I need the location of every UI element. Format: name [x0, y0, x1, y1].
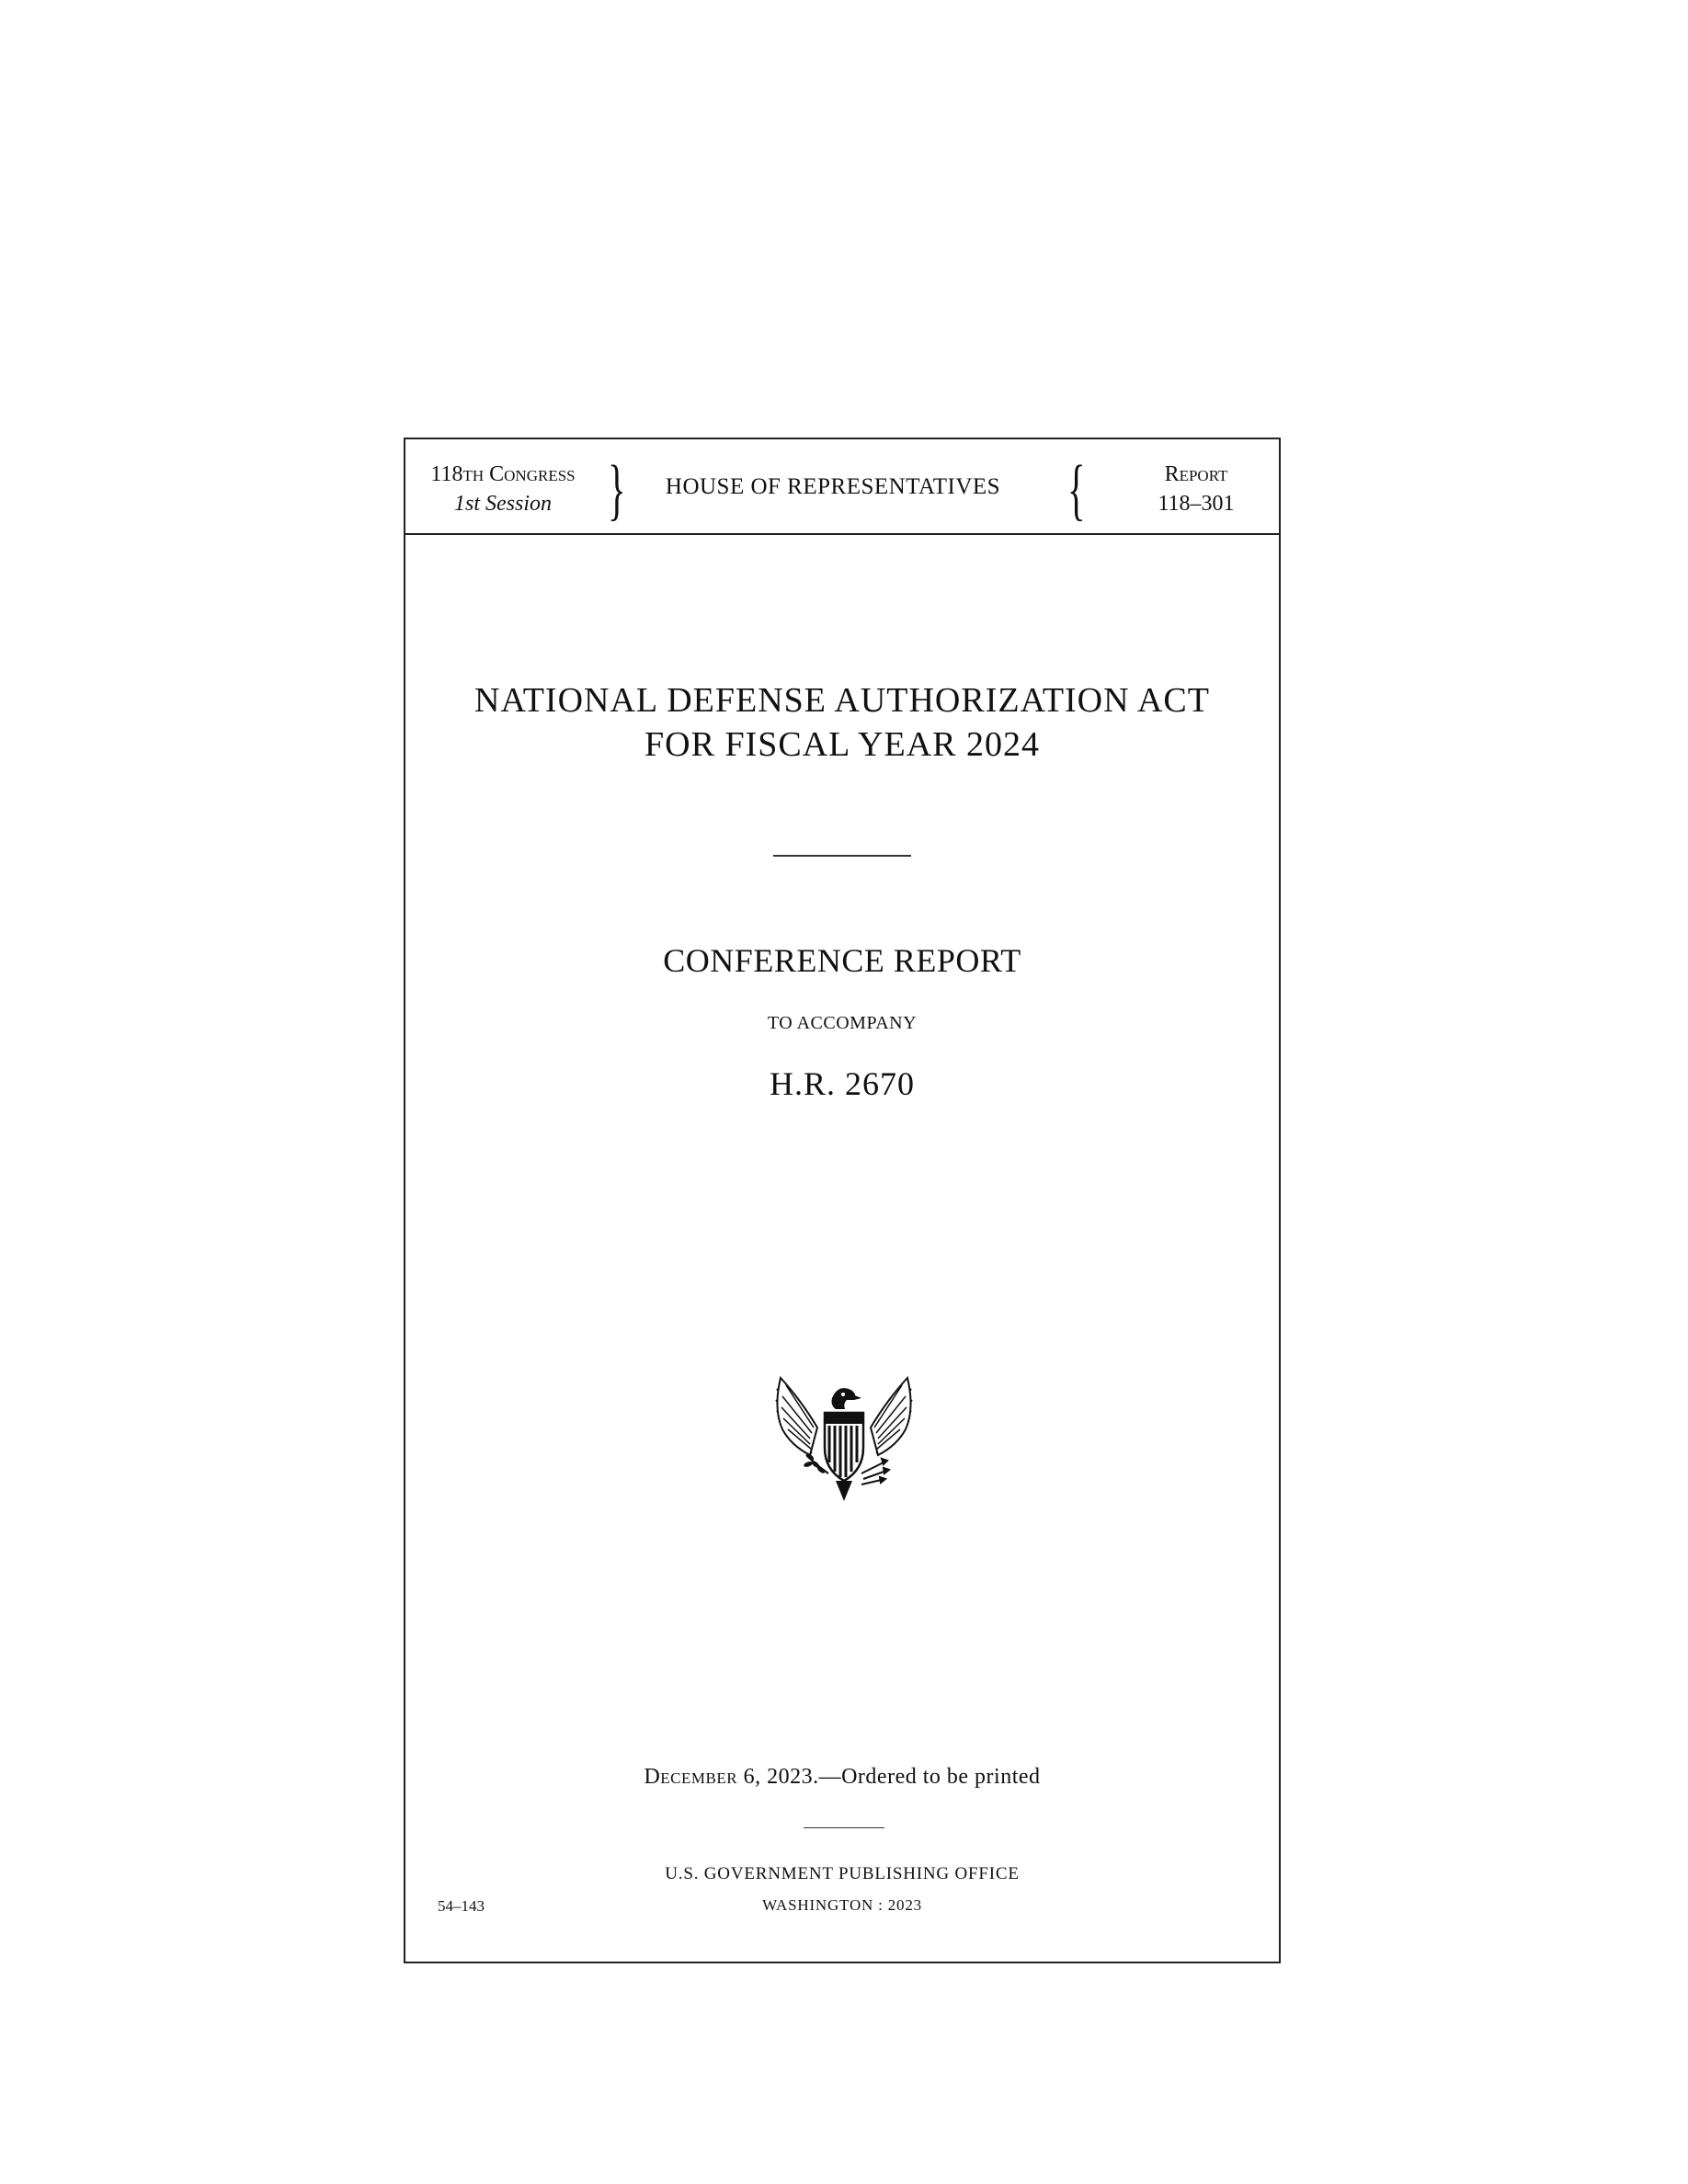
- title-line-2: FOR FISCAL YEAR 2024: [644, 725, 1040, 764]
- cover-header: [405, 439, 1279, 535]
- document-title: [405, 678, 1279, 767]
- right-brace-icon: }: [607, 452, 626, 528]
- session-label: 1st Session: [453, 492, 552, 516]
- congress-session-block: [415, 460, 591, 518]
- divider-rule: [773, 855, 911, 857]
- congress-label: 118th Congress: [430, 462, 576, 486]
- eagle-seal-icon: [773, 1372, 915, 1512]
- ordered-to-print-line: [405, 1765, 1279, 1790]
- ordered-date-rest: 6, 2023.—Ordered to be printed: [743, 1765, 1041, 1789]
- jacket-number: 54–143: [438, 1897, 485, 1915]
- report-type: CONFERENCE REPORT: [663, 942, 1021, 979]
- to-accompany-label: TO ACCOMPANY: [767, 1013, 918, 1033]
- report-number: 118–301: [1158, 492, 1235, 516]
- bill-number: H.R. 2670: [769, 1065, 915, 1102]
- report-cover-frame: [404, 438, 1281, 1963]
- left-brace-icon: {: [1066, 452, 1086, 528]
- report-label: Report: [1164, 462, 1228, 486]
- short-divider-rule: [804, 1827, 884, 1828]
- publisher-place-year: WASHINGTON : 2023: [762, 1896, 922, 1914]
- report-number-block: [1132, 460, 1260, 518]
- publisher-office: U.S. GOVERNMENT PUBLISHING OFFICE: [665, 1864, 1020, 1883]
- ordered-date-month: December: [644, 1765, 738, 1789]
- title-line-1: NATIONAL DEFENSE AUTHORIZATION ACT: [474, 681, 1210, 720]
- chamber-label: HOUSE OF REPRESENTATIVES: [665, 474, 1001, 499]
